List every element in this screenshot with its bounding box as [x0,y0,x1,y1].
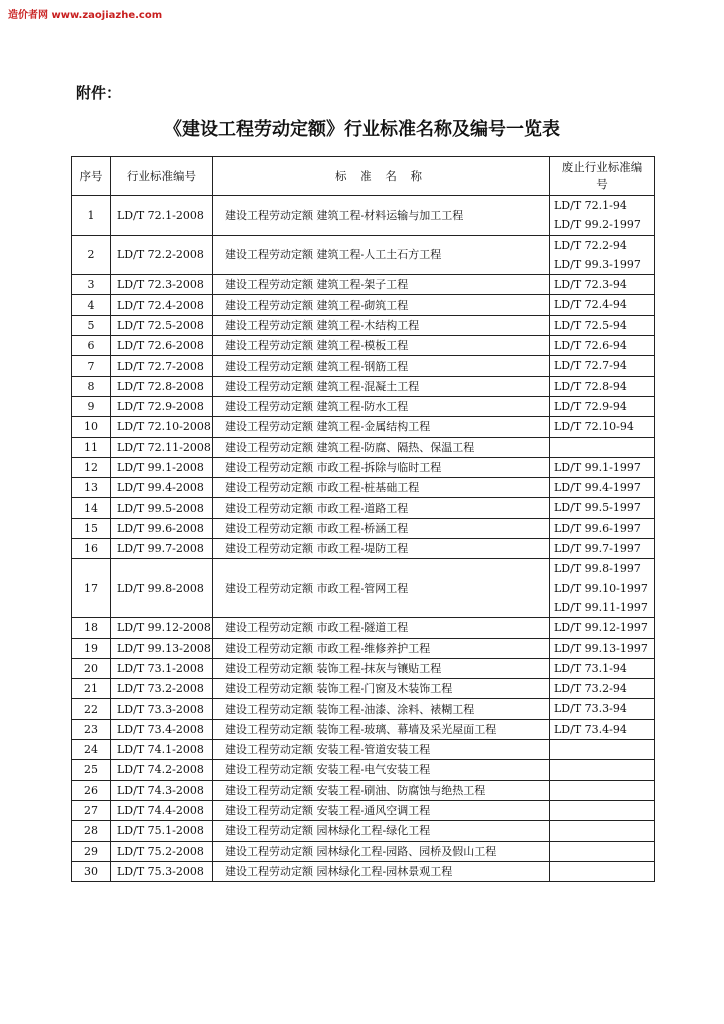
row-abolished [550,498,655,518]
row-seq: 19 [72,638,111,658]
row-abolished [550,760,655,780]
row-seq: 8 [72,376,111,396]
abolished-code: LD/T 72.5-94 [554,318,627,332]
row-code: LD/T 74.4-2008 [111,800,213,820]
row-code: LD/T 72.1-2008 [111,196,213,236]
row-name: 建设工程劳动定额 装饰工程-抹灰与镶贴工程 [213,658,550,678]
row-seq: 29 [72,841,111,861]
row-code: LD/T 75.3-2008 [111,861,213,881]
table-row [72,719,655,739]
row-code: LD/T 74.2-2008 [111,760,213,780]
row-abolished [550,821,655,841]
row-abolished [550,457,655,477]
abolished-code: LD/T 72.8-94 [554,379,627,393]
abolished-code: LD/T 72.1-94 [554,199,627,212]
table-row [72,235,655,275]
table-header-row [72,157,655,196]
abolished-code: LD/T 99.4-1997 [554,481,641,495]
row-abolished [550,679,655,699]
row-name: 建设工程劳动定额 装饰工程-门窗及木装饰工程 [213,679,550,699]
row-seq: 21 [72,679,111,699]
row-abolished [550,336,655,356]
row-seq: 11 [72,437,111,457]
row-code: LD/T 73.3-2008 [111,699,213,719]
abolished-code: LD/T 99.6-1997 [554,521,641,535]
table-row [72,437,655,457]
row-seq: 24 [72,740,111,760]
row-code: LD/T 99.7-2008 [111,539,213,559]
table-row [72,539,655,559]
row-seq: 20 [72,658,111,678]
table-row [72,841,655,861]
row-abolished [550,518,655,538]
table-row [72,740,655,760]
table-row [72,618,655,638]
row-abolished [550,618,655,638]
row-seq: 22 [72,699,111,719]
row-abolished [550,658,655,678]
table-row [72,679,655,699]
row-code: LD/T 99.5-2008 [111,498,213,518]
abolished-code: LD/T 73.1-94 [554,661,627,675]
row-abolished [550,437,655,457]
row-name: 建设工程劳动定额 市政工程-桥涵工程 [213,518,550,538]
row-code: LD/T 74.3-2008 [111,780,213,800]
abolished-code: LD/T 99.8-1997 [554,562,641,576]
row-abolished [550,559,655,618]
row-name: 建设工程劳动定额 安装工程-管道安装工程 [213,740,550,760]
row-code: LD/T 99.8-2008 [111,559,213,618]
row-code: LD/T 72.8-2008 [111,376,213,396]
row-name: 建设工程劳动定额 建筑工程-金属结构工程 [213,417,550,437]
row-seq: 9 [72,396,111,416]
row-abolished [550,196,655,236]
row-name: 建设工程劳动定额 市政工程-管网工程 [213,559,550,618]
row-code: LD/T 72.3-2008 [111,275,213,295]
row-seq: 25 [72,760,111,780]
row-code: LD/T 72.7-2008 [111,356,213,376]
abolished-code: LD/T 99.2-1997 [554,218,641,232]
table-row [72,336,655,356]
row-name: 建设工程劳动定额 装饰工程-油漆、涂料、裱糊工程 [213,699,550,719]
row-name: 建设工程劳动定额 园林绿化工程-园路、园桥及假山工程 [213,841,550,861]
row-abolished [550,800,655,820]
row-abolished [550,315,655,335]
row-abolished [550,841,655,861]
row-seq: 4 [72,295,111,315]
table-row [72,295,655,315]
abolished-code: LD/T 72.4-94 [554,298,627,312]
table-row [72,315,655,335]
table-row [72,498,655,518]
abolished-code: LD/T 72.6-94 [554,339,627,353]
row-name: 建设工程劳动定额 市政工程-隧道工程 [213,618,550,638]
row-seq: 30 [72,861,111,881]
header-seq: 序号 [72,157,111,196]
abolished-code: LD/T 72.9-94 [554,399,627,413]
row-seq: 17 [72,559,111,618]
row-code: LD/T 74.1-2008 [111,740,213,760]
row-abolished [550,478,655,498]
row-seq: 18 [72,618,111,638]
table-row [72,821,655,841]
row-seq: 7 [72,356,111,376]
row-name: 建设工程劳动定额 园林绿化工程-绿化工程 [213,821,550,841]
row-code: LD/T 72.10-2008 [111,417,213,437]
row-seq: 23 [72,719,111,739]
row-code: LD/T 75.2-2008 [111,841,213,861]
row-name: 建设工程劳动定额 市政工程-拆除与临时工程 [213,457,550,477]
abolished-code: LD/T 99.11-1997 [554,600,648,614]
abolished-code: LD/T 99.1-1997 [554,460,641,474]
row-seq: 14 [72,498,111,518]
table-row [72,275,655,295]
row-code: LD/T 99.13-2008 [111,638,213,658]
row-abolished [550,539,655,559]
table-row [72,396,655,416]
row-code: LD/T 99.12-2008 [111,618,213,638]
abolished-code: LD/T 73.2-94 [554,682,627,696]
header-abolished: 废止行业标准编号 [550,157,655,196]
document-title: 《建设工程劳动定额》行业标准名称及编号一览表 [164,119,560,140]
row-name: 建设工程劳动定额 装饰工程-玻璃、幕墙及采光屋面工程 [213,719,550,739]
watermark-link[interactable]: 造价者网 www.zaojiazhe.com [8,10,163,21]
row-name: 建设工程劳动定额 安装工程-通风空调工程 [213,800,550,820]
row-name: 建设工程劳动定额 建筑工程-架子工程 [213,275,550,295]
abolished-code: LD/T 72.2-94 [554,238,627,252]
table-row [72,196,655,236]
row-code: LD/T 72.6-2008 [111,336,213,356]
row-name: 建设工程劳动定额 市政工程-道路工程 [213,498,550,518]
row-code: LD/T 99.4-2008 [111,478,213,498]
abolished-code: LD/T 99.5-1997 [554,501,641,515]
row-code: LD/T 73.2-2008 [111,679,213,699]
row-seq: 6 [72,336,111,356]
abolished-code: LD/T 73.3-94 [554,702,627,716]
table-row [72,699,655,719]
abolished-code: LD/T 72.7-94 [554,359,627,373]
row-code: LD/T 73.1-2008 [111,658,213,678]
row-abolished [550,417,655,437]
row-name: 建设工程劳动定额 市政工程-堤防工程 [213,539,550,559]
table-row [72,760,655,780]
row-code: LD/T 72.2-2008 [111,235,213,275]
row-abolished [550,719,655,739]
row-seq: 13 [72,478,111,498]
row-abolished [550,638,655,658]
row-seq: 2 [72,235,111,275]
table-body [72,196,655,882]
row-name: 建设工程劳动定额 建筑工程-砌筑工程 [213,295,550,315]
abolished-code: LD/T 99.10-1997 [554,581,648,595]
row-seq: 10 [72,417,111,437]
row-abolished [550,376,655,396]
row-abolished [550,740,655,760]
table-row [72,518,655,538]
table-row [72,376,655,396]
row-name: 建设工程劳动定额 园林绿化工程-园林景观工程 [213,861,550,881]
row-abolished [550,235,655,275]
table-row [72,356,655,376]
row-name: 建设工程劳动定额 建筑工程-材料运输与加工工程 [213,196,550,236]
table-row [72,780,655,800]
row-name: 建设工程劳动定额 建筑工程-模板工程 [213,336,550,356]
abolished-code: LD/T 99.12-1997 [554,621,648,635]
row-name: 建设工程劳动定额 建筑工程-防水工程 [213,396,550,416]
table-row [72,559,655,618]
row-seq: 26 [72,780,111,800]
row-code: LD/T 72.9-2008 [111,396,213,416]
row-seq: 1 [72,196,111,236]
row-name: 建设工程劳动定额 建筑工程-木结构工程 [213,315,550,335]
attachment-label: 附件： [76,84,122,102]
header-code: 行业标准编号 [111,157,213,196]
row-name: 建设工程劳动定额 建筑工程-人工土石方工程 [213,235,550,275]
row-code: LD/T 99.1-2008 [111,457,213,477]
row-code: LD/T 99.6-2008 [111,518,213,538]
table-row [72,457,655,477]
row-abolished [550,295,655,315]
row-seq: 28 [72,821,111,841]
row-seq: 3 [72,275,111,295]
row-abolished [550,861,655,881]
row-code: LD/T 73.4-2008 [111,719,213,739]
abolished-code: LD/T 72.10-94 [554,420,634,434]
row-seq: 5 [72,315,111,335]
row-name: 建设工程劳动定额 市政工程-维修养护工程 [213,638,550,658]
row-name: 建设工程劳动定额 建筑工程-混凝土工程 [213,376,550,396]
row-seq: 15 [72,518,111,538]
table-row [72,658,655,678]
abolished-code: LD/T 99.7-1997 [554,542,641,556]
row-name: 建设工程劳动定额 市政工程-桩基础工程 [213,478,550,498]
row-name: 建设工程劳动定额 安装工程-刷油、防腐蚀与绝热工程 [213,780,550,800]
row-name: 建设工程劳动定额 安装工程-电气安装工程 [213,760,550,780]
table-row [72,800,655,820]
table-row [72,638,655,658]
table-row [72,417,655,437]
row-seq: 12 [72,457,111,477]
row-code: LD/T 72.4-2008 [111,295,213,315]
row-code: LD/T 75.1-2008 [111,821,213,841]
row-abolished [550,356,655,376]
row-seq: 27 [72,800,111,820]
header-name: 标 准 名 称 [213,157,550,196]
row-abolished [550,780,655,800]
row-name: 建设工程劳动定额 建筑工程-防腐、隔热、保温工程 [213,437,550,457]
table-row [72,478,655,498]
row-abolished [550,275,655,295]
abolished-code: LD/T 99.13-1997 [554,641,648,655]
row-seq: 16 [72,539,111,559]
row-abolished [550,396,655,416]
row-code: LD/T 72.5-2008 [111,315,213,335]
row-code: LD/T 72.11-2008 [111,437,213,457]
table-row [72,861,655,881]
abolished-code: LD/T 73.4-94 [554,722,627,736]
row-abolished [550,699,655,719]
standards-table [71,156,655,882]
row-name: 建设工程劳动定额 建筑工程-钢筋工程 [213,356,550,376]
abolished-code: LD/T 72.3-94 [554,278,627,292]
abolished-code: LD/T 99.3-1997 [554,257,641,271]
